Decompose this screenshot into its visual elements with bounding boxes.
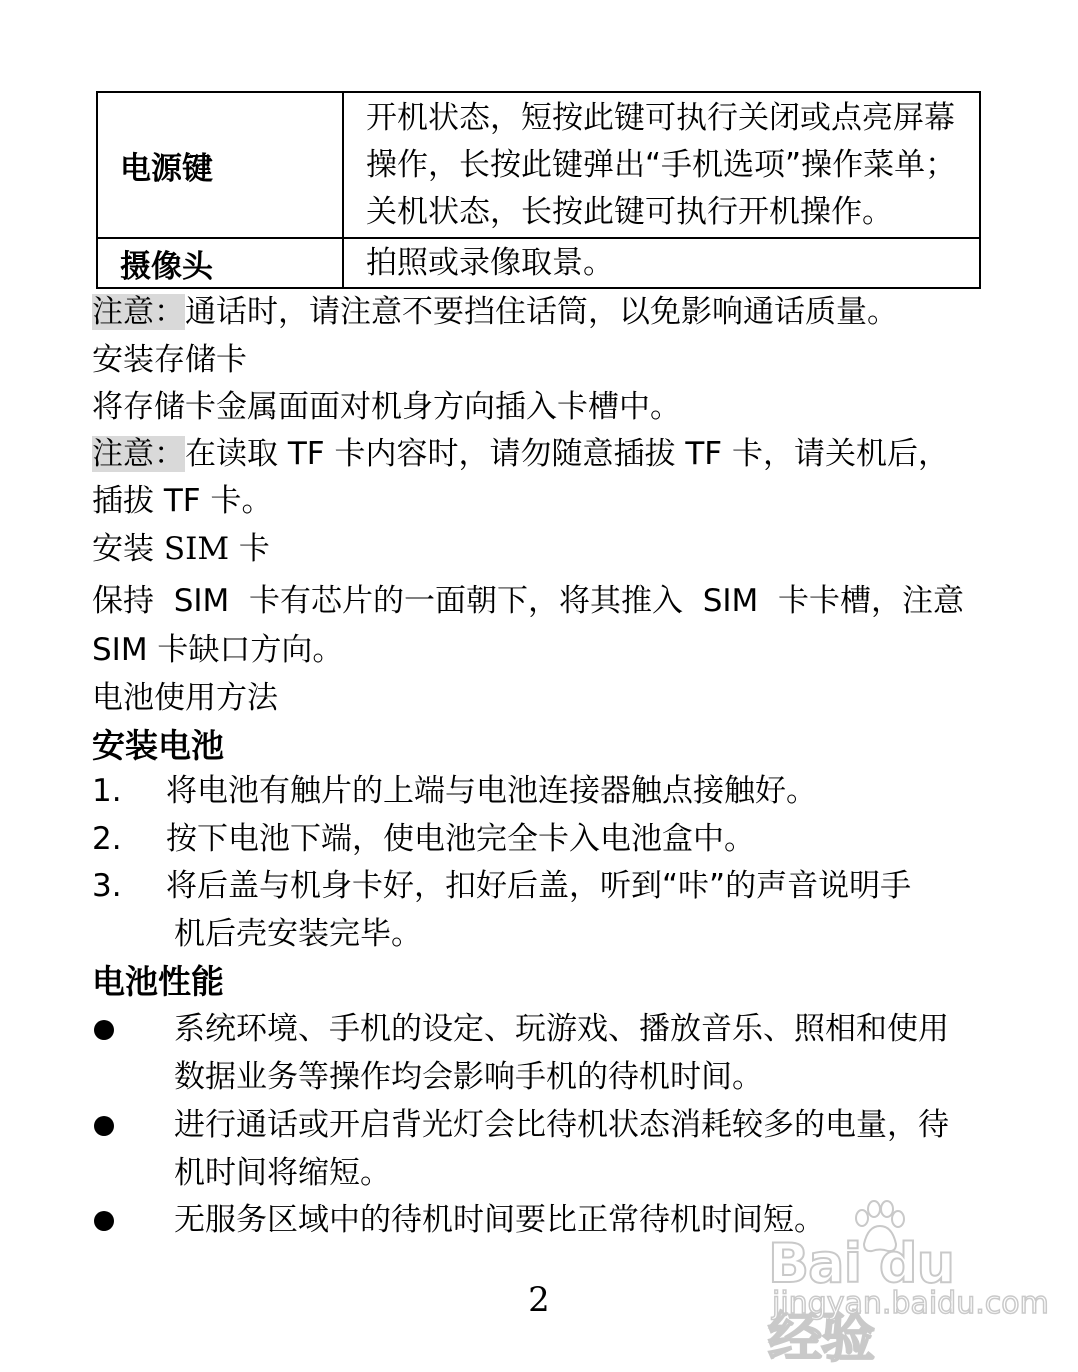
battery-performance-heading: 电池性能: [92, 962, 224, 1001]
note-call: [92, 288, 898, 336]
key-description: [343, 92, 980, 238]
description-line: 拍照或录像取景。: [366, 244, 614, 281]
bullet-icon: [94, 1211, 114, 1231]
sim-text-cont: SIM 卡缺口方向。: [92, 632, 344, 668]
description-line: 关机状态，长按此键可执行开机操作。: [366, 193, 893, 230]
note-label: 注意：: [92, 436, 185, 472]
description-line: 操作，长按此键弹出“手机选项”操作菜单；: [366, 146, 957, 183]
key-name: 电源键: [97, 92, 343, 238]
memory-card-heading: 安装存储卡: [92, 342, 247, 378]
bullet-text: 系统环境、手机的设定、玩游戏、播放音乐、照相和使用: [174, 1011, 949, 1047]
note-tf-card: [92, 430, 949, 478]
sim-heading: [92, 525, 270, 573]
note-label: 注意：: [92, 294, 185, 330]
bullet-text-cont: 数据业务等操作均会影响手机的待机时间。: [174, 1059, 763, 1095]
description-line: 开机状态，短按此键可执行关闭或点亮屏幕: [366, 99, 955, 136]
table-row: [97, 238, 980, 288]
note-text: 在读取 TF 卡内容时，请勿随意插拔 TF 卡，请关机后，: [185, 436, 949, 472]
step-text: 按下电池下端，使电池完全卡入电池盒中。: [166, 821, 755, 857]
key-description: [343, 238, 980, 288]
sim-text: 保持 SIM 卡有芯片的一面朝下，将其推入 SIM 卡卡槽，注意: [92, 583, 964, 619]
step-number: 1.: [92, 773, 122, 809]
memory-card-text: 将存储卡金属面面对机身方向插入卡槽中。: [92, 389, 681, 425]
note-tf-card-cont: 插拔 TF 卡。: [92, 483, 273, 519]
bullet-text-cont: 机时间将缩短。: [174, 1155, 391, 1191]
bullet-icon: [94, 1116, 114, 1136]
step-number: 2.: [92, 821, 122, 857]
bullet-icon: [94, 1020, 114, 1040]
step-text: 将后盖与机身卡好，扣好后盖，听到“咔”的声音说明手: [166, 868, 912, 904]
bullet-text: 无服务区域中的待机时间要比正常待机时间短。: [174, 1202, 825, 1238]
watermark-url: jingyan.baidu.com: [772, 1286, 1049, 1321]
key-table: [96, 91, 981, 289]
step-number: 3.: [92, 868, 122, 904]
bullet-text: 进行通话或开启背光灯会比待机状态消耗较多的电量，待: [174, 1107, 949, 1143]
watermark-logo: Bai du 经验: [768, 1232, 955, 1369]
page-number: 2: [528, 1280, 550, 1320]
table-row: [97, 92, 980, 238]
install-battery-heading: 安装电池: [92, 726, 224, 765]
key-name: 摄像头: [97, 238, 343, 288]
sim-heading-text: 安装 SIM 卡: [92, 531, 270, 567]
note-text: 通话时，请注意不要挡住话筒，以免影响通话质量。: [185, 294, 898, 330]
step-text: 将电池有触片的上端与电池连接器触点接触好。: [166, 773, 817, 809]
step-text-cont: 机后壳安装完毕。: [174, 916, 422, 952]
battery-usage-heading: 电池使用方法: [92, 680, 278, 716]
baidu-watermark: [762, 1198, 1049, 1369]
